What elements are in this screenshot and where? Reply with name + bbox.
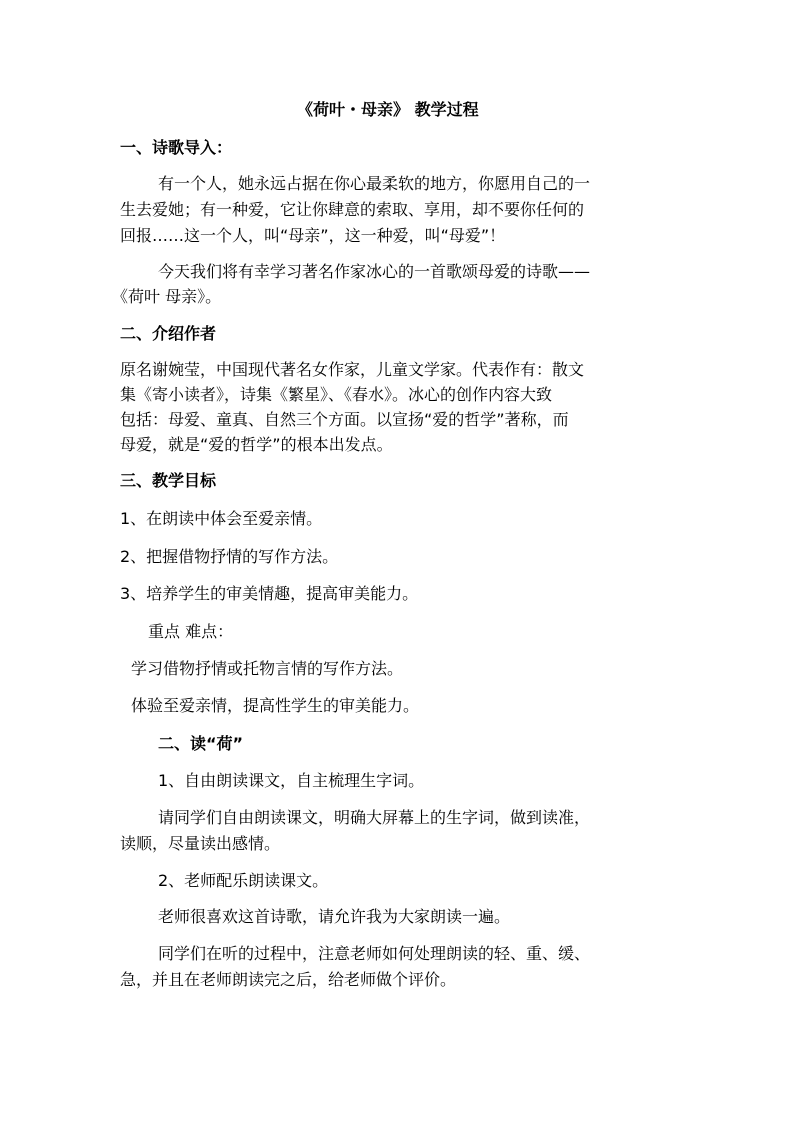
- paragraph-line: 包括：母爱、童真、自然三个方面。以宣扬“爱的哲学”著称，而: [120, 410, 569, 429]
- paragraph-line: 急，并且在老师朗读完之后，给老师做个评价。: [120, 970, 457, 989]
- document-title: 《荷叶・母亲》 教学过程: [297, 100, 479, 119]
- paragraph-line: 母爱，就是“爱的哲学”的根本出发点。: [120, 435, 393, 454]
- paragraph-line: 集《寄小读者》，诗集《繁星》、《春水》。冰心的创作内容大致: [120, 385, 553, 404]
- paragraph-line: 请同学们自由朗读课文，明确大屏幕上的生字词，做到读准，: [158, 808, 591, 827]
- key-point-item: 体验至爱亲情，提高性学生的审美能力。: [131, 696, 420, 715]
- paragraph-line: 生去爱她；有一种爱，它让你肆意的索取、享用，却不要你任何的: [120, 200, 585, 219]
- paragraph-line: 老师很喜欢这首诗歌，请允许我为大家朗读一遍。: [158, 907, 511, 926]
- goal-item: 2、把握借物抒情的写作方法。: [120, 547, 339, 566]
- paragraph-line: 回报……这一个人，叫“母亲”，这一种爱，叫“母爱”！: [120, 226, 506, 245]
- paragraph-line: 同学们在听的过程中，注意老师如何处理朗读的轻、重、缓、: [158, 944, 591, 963]
- section-heading-goals: 三、教学目标: [120, 471, 217, 490]
- goal-item: 1、在朗读中体会至爱亲情。: [120, 509, 323, 528]
- paragraph-line: 有一个人，她永远占据在你心最柔软的地方，你愿用自己的一: [158, 174, 591, 193]
- paragraph-line: 读顺，尽量读出感情。: [120, 834, 281, 853]
- key-point-item: 学习借物抒情或托物言情的写作方法。: [131, 659, 404, 678]
- paragraph-line: 今天我们将有幸学习著名作家冰心的一首歌颂母爱的诗歌——: [158, 262, 591, 281]
- paragraph-line: 《荷叶 母亲》。: [112, 287, 222, 306]
- section-heading-intro: 一、诗歌导入：: [120, 138, 233, 157]
- goal-item: 3、培养学生的审美情趣，提高审美能力。: [120, 584, 419, 603]
- step-item: 2、老师配乐朗读课文。: [158, 871, 329, 890]
- step-item: 1、自由朗读课文，自主梳理生字词。: [158, 771, 425, 790]
- paragraph-line: 原名谢婉莹，中国现代著名女作家，儿童文学家。代表作有：散文: [120, 360, 585, 379]
- section-heading-reading: 二、读“荷”: [158, 734, 244, 753]
- section-heading-author: 二、介绍作者: [120, 324, 217, 343]
- key-points-label: 重点 难点：: [148, 622, 234, 641]
